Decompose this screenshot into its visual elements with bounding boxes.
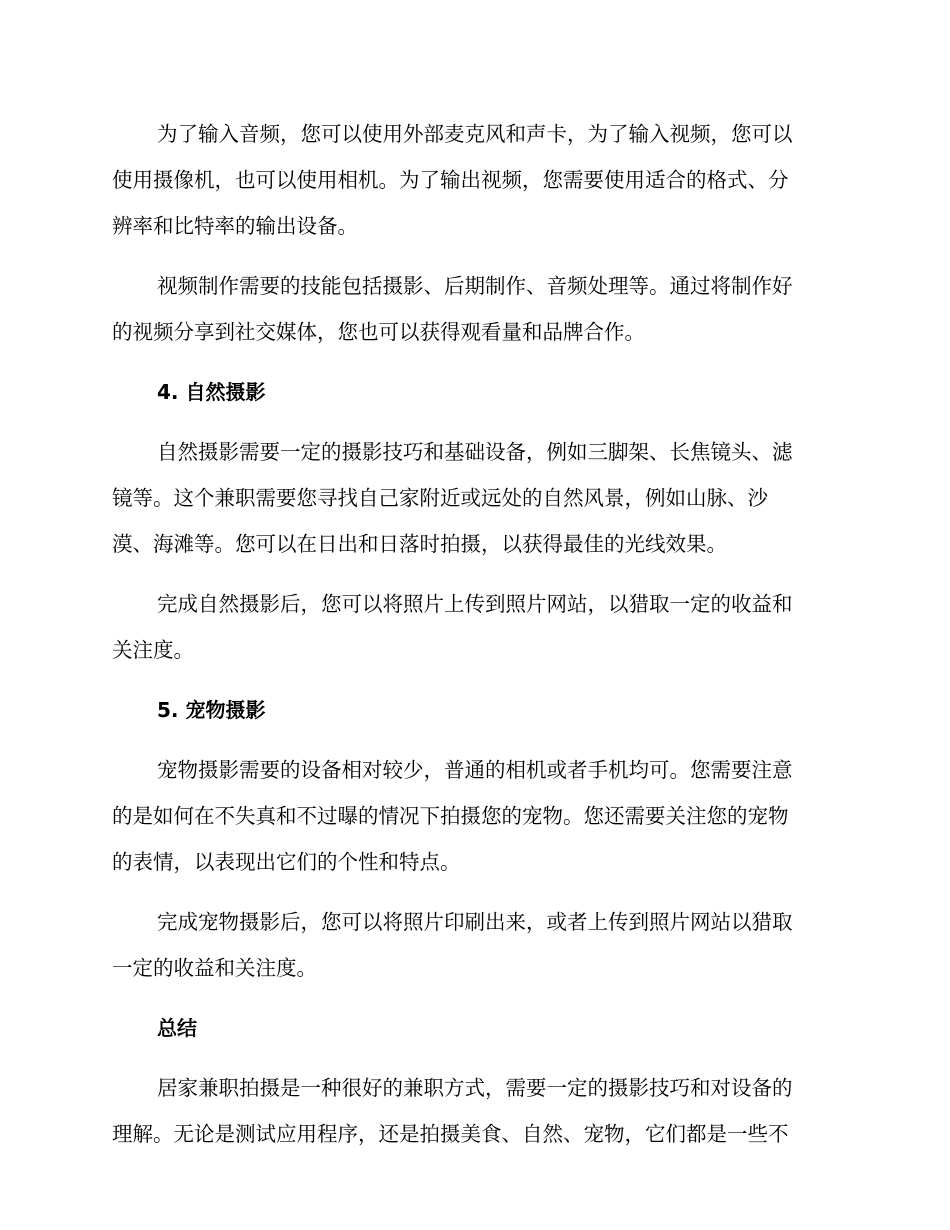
text-line: 漠、海滩等。您可以在日出和日落时拍摄，以获得最佳的光线效果。 <box>112 532 727 556</box>
paragraph-nature-equipment <box>112 429 834 567</box>
text-line: 的视频分享到社交媒体，您也可以获得观看量和品牌合作。 <box>112 320 645 344</box>
text-line: 居家兼职拍摄是一种很好的兼职方式，需要一定的摄影技巧和对设备的 <box>157 1076 793 1100</box>
paragraph-pet-upload <box>112 899 834 991</box>
text-line: 镜等。这个兼职需要您寻找自己家附近或远处的自然风景，例如山脉、沙 <box>112 486 768 510</box>
paragraph-pet-equipment <box>112 747 834 885</box>
text-line: 辨率和比特率的输出设备。 <box>112 214 358 238</box>
text-line: 宠物摄影需要的设备相对较少，普通的相机或者手机均可。您需要注意 <box>157 758 793 782</box>
paragraph-video-skills <box>112 263 834 355</box>
heading-summary: 总结 <box>157 1016 197 1040</box>
text-line: 的表情，以表现出它们的个性和特点。 <box>112 850 461 874</box>
text-line: 视频制作需要的技能包括摄影、后期制作、音频处理等。通过将制作好 <box>157 274 793 298</box>
text-line: 完成自然摄影后，您可以将照片上传到照片网站，以猎取一定的收益和 <box>157 592 793 616</box>
paragraph-audio-video-input <box>112 111 834 249</box>
paragraph-summary <box>112 1065 834 1157</box>
text-line: 一定的收益和关注度。 <box>112 956 317 980</box>
heading-nature-photography: 4. 自然摄影 <box>157 380 266 404</box>
text-line: 关注度。 <box>112 638 194 662</box>
text-line: 理解。无论是测试应用程序，还是拍摄美食、自然、宠物，它们都是一些不 <box>112 1122 789 1146</box>
text-line: 使用摄像机，也可以使用相机。为了输出视频，您需要使用适合的格式、分 <box>112 168 789 192</box>
document-body <box>112 111 834 1157</box>
text-line: 为了输入音频，您可以使用外部麦克风和声卡，为了输入视频，您可以 <box>157 122 793 146</box>
text-line: 的是如何在不失真和不过曝的情况下拍摄您的宠物。您还需要关注您的宠物 <box>112 804 789 828</box>
heading-pet-photography: 5. 宠物摄影 <box>157 698 266 722</box>
paragraph-nature-upload <box>112 581 834 673</box>
text-line: 自然摄影需要一定的摄影技巧和基础设备，例如三脚架、长焦镜头、滤 <box>157 440 793 464</box>
text-line: 完成宠物摄影后，您可以将照片印刷出来，或者上传到照片网站以猎取 <box>157 910 793 934</box>
